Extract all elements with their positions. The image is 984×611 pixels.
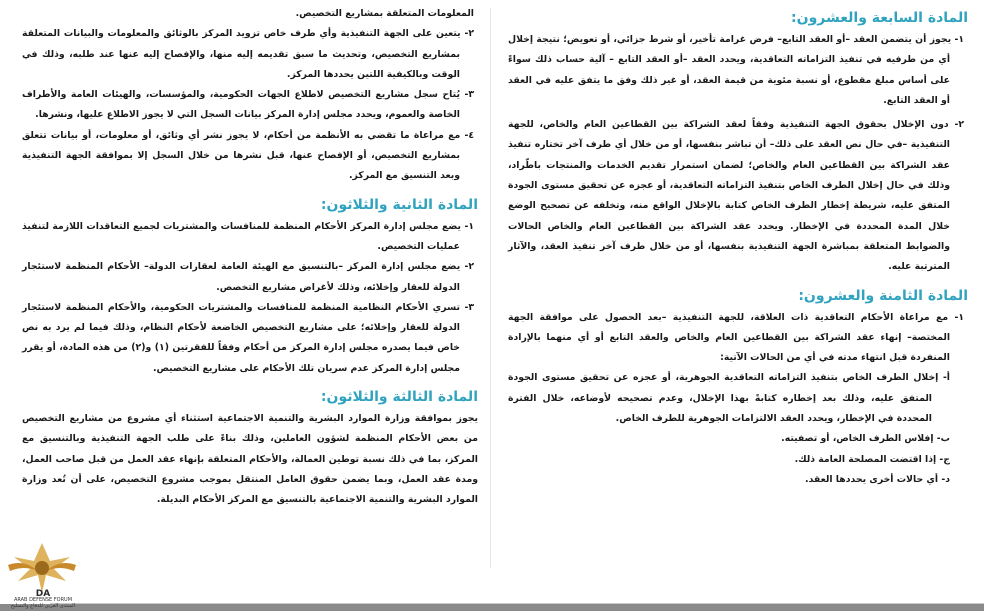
article-32-paragraph-2: ٢- يضع مجلس إدارة المركز –بالتنسيق مع الهيئة العامة لعقارات الدولة– الأحكام المنظمة لاستئجار الدولة للعقار وإخلائه، وذلك لأغراض مشاريع التخصص. <box>22 261 474 293</box>
article-31-paragraph-2: ٢- يتعين على الجهة التنفيذية وأي طرف خاص تزويد المركز بالوثائق والمعلومات والبيانات المتعلقة بمشاريع التخصيص، وتحديث ما سبق تقديمه إليه منها، والإفصاح إليه عنها عند طلبه، وذلك في الوقت وبالكيفية اللتين يحددها المركز. <box>22 28 474 80</box>
forum-logo-text <box>6 591 80 609</box>
article-31-paragraph-4: ٤- مع مراعاة ما تقضي به الأنظمة من أحكام، لا يجوز نشر أي وثائق، أو معلومات، أو بيانات تتعلق بمشاريع التخصيص، أو الإفصاح عنها، قبل نشرها من خلال السجل إلا بموافقة الجهة التنفيذية وبعد التنسيق مع المركز. <box>22 129 474 182</box>
logo-line-2: المنتدى العربي للدفاع والتسليح <box>10 603 76 609</box>
article-28-item-c: ج- إذا اقتضت المصلحة العامة ذلك. <box>794 453 950 465</box>
article-28-item-b: ب- إفلاس الطرف الخاص، أو تصفيته. <box>781 433 950 445</box>
logo-brand: DA <box>35 589 51 599</box>
article-27-heading: المادة السابعة والعشرون: <box>791 10 968 26</box>
article-27-paragraph-2: ٢- دون الإخلال بحقوق الجهة التنفيذية وفقاً لعقد الشراكة بين القطاعين العام والخاص، للجهة التنفيذية –في حال نص العقد على ذلك– أن تباشر بنفسها، أو من خلال أي طرف آخر تختاره تنفيذ عقد الشراكة بين القطاعين العام والخاص؛ لضمان استمرار تقديم الخدمات والمنتجات باطّراد، وذلك في حال إخلال الطرف الخاص بتنفيذ التزاماته التعاقدية، أو عجزه عن تحقيق مستوى الجودة المتفق عليه، شريطة إخطار الطرف الخاص كتابة بالإخلال الواقع منه، وتخلفه عن تصحيح الوضع خلال المدة المحددة في الإخطار. ويحدد عقد الشراكة بين القطاعين العام والخاص الحالات والضوابط المتعلقة بمباشرة الجهة التنفيذية بنفسها، أو من خلال طرف آخر تنفيذ العقد، والآثار المترتبة عليه. <box>508 119 964 273</box>
article-28-item-a: أ- إخلال الطرف الخاص بتنفيذ التزاماته التعاقدية الجوهرية، أو عجزه عن تحقيق مستوى الجودة المتفق عليه، وذلك بعد إخطاره كتابةً بهذا الإخلال، وعدم تصحيحه لأوضاعه، خلال الفترة المحددة في الإخطار، ويحدد العقد الالتزامات الجوهرية للطرف الخاص. <box>508 372 950 425</box>
right-column <box>508 0 968 490</box>
article-28-item-d: د- أي حالات أخرى يحددها العقد. <box>805 473 950 485</box>
bottom-bar <box>0 604 984 611</box>
article-27-paragraph-1: ١- يجوز أن يتضمن العقد –أو العقد التابع– فرض غرامة تأخير، أو شرط جزائي، أو تعويض؛ نتيجة إخلال أي من طرفيه في تنفيذ التزاماته التعاقدية، ويحدد العقد –أو العقد التابع – آلية حساب ذلك سواءً على أساس مبلغ مقطوع، أو نسبة مئوية من قيمة العقد، أو غير ذلك وفق ما يتفق عليه في العقد أو العقد التابع. <box>508 34 964 106</box>
column-divider <box>490 8 491 568</box>
article-33-heading: المادة الثالثة والثلاثون: <box>320 389 478 406</box>
continued-line: المعلومات المتعلقة بمشاريع التخصيص. <box>295 8 474 19</box>
article-28-paragraph-1: ١- مع مراعاة الأحكام التعاقدية ذات العلاقة، للجهة التنفيذية –بعد الحصول على موافقة الجهة المختصة– إنهاء عقد الشراكة بين القطاعين العام والخاص والعقد التابع أو أي منهما بالإرادة المنفردة قبل انتهاء مدته في أي من الحالات الآتية: <box>508 311 964 364</box>
article-33-paragraph: يجوز بموافقة وزارة الموارد البشرية والتنمية الاجتماعية استثناء أي مشروع من مشاريع التخصيص من بعض الأحكام المنظمة لشؤون العاملين، وذلك بناءً على طلب الجهة التنفيذية وبالتنسيق مع المركز، بما في ذلك نسبة توطين العمالة، والأحكام المتعلقة بإنهاء عقد العمل من قبل صاحب العمل، ومدة عقد العمل، وبما يضمن حقوق العامل المنتقل بموجب مشروع التخصيص، على أن تُعد وزارة الموارد البشرية والتنمية الاجتماعية بالتنسيق مع المركز الأحكام البديلة. <box>22 413 478 506</box>
article-31-paragraph-3: ٣- يُتاح سجل مشاريع التخصيص لاطلاع الجهات الحكومية، والمؤسسات، والهيئات العامة والأطراف الخاصة والعموم، ويحدد مجلس إدارة المركز بيانات السجل التي لا يجوز الاطلاع عليها، ونشرها. <box>22 89 474 121</box>
article-32-paragraph-3: ٣- تسري الأحكام النظامية المنظمة للمنافسات والمشتريات الحكومية، والأحكام المنظمة لاستئجار الدولة للعقار وإخلائه؛ على مشاريع التخصيص الخاضعة لأحكام النظام، وذلك فيما لم يرد به نص خاص فيما يصدره مجلس إدارة المركز من أحكام وفقاً للفقرتين (١) و(٢) من هذه المادة، أو يقرر مجلس إدارة المركز عدم سريان تلك الأحكام على مشاريع التخصيص. <box>22 301 474 374</box>
article-32-paragraph-1: ١- يضع مجلس إدارة المركز الأحكام المنظمة للمنافسات والمشتريات لجميع التعاقدات اللازمة لتنفيذ عمليات التخصيص. <box>22 220 474 252</box>
logo-line-1: ARAB DEFENSE FORUM <box>13 597 73 603</box>
article-28-heading: المادة الثامنة والعشرون: <box>798 287 968 304</box>
article-32-heading: المادة الثانية والثلاثون: <box>320 196 478 213</box>
left-column <box>22 0 478 511</box>
